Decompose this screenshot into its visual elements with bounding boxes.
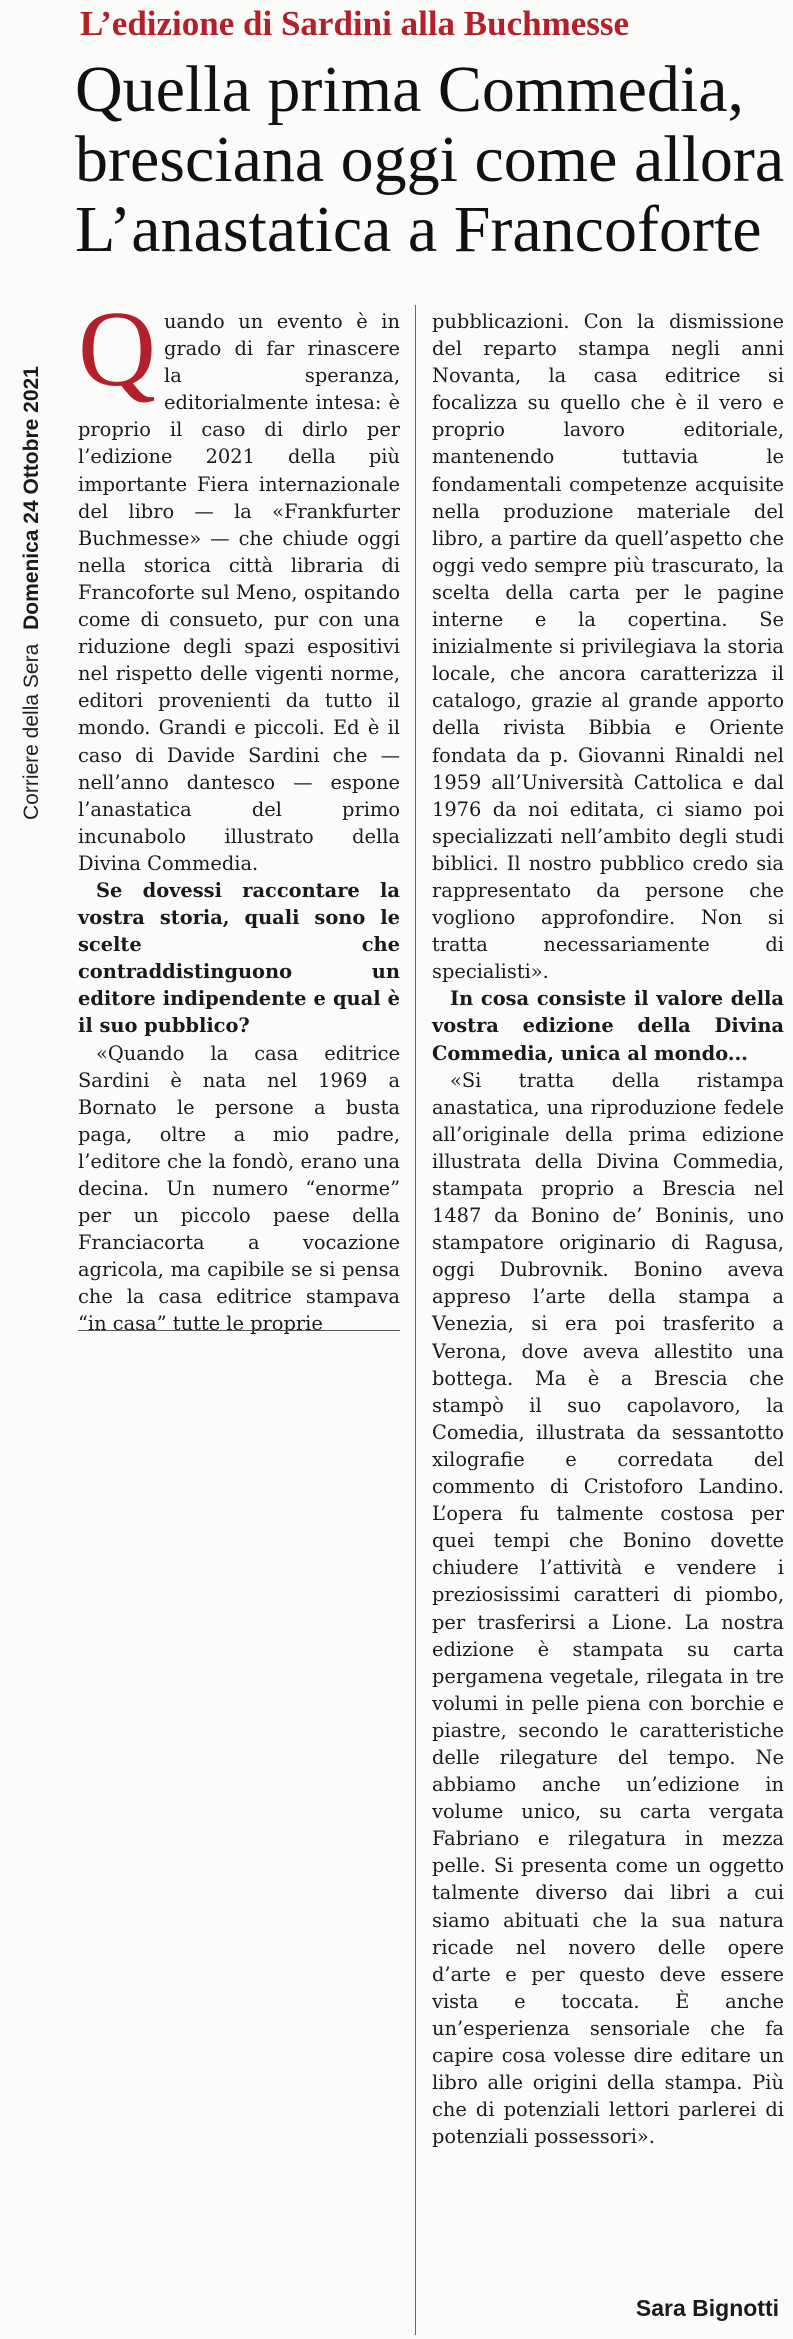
publication-date: Domenica 24 Ottobre 2021: [20, 366, 43, 630]
headline-line: bresciana oggi come allora: [75, 123, 785, 196]
kicker: L’edizione di Sardini alla Buchmesse: [80, 4, 630, 43]
article-column-2: [432, 308, 784, 2150]
paragraph: pubblicazioni. Con la dismissione del reparto stampa negli anni Novanta, la casa editrice si focalizza su quello che è il vero e proprio lavoro editoriale, mantenendo tuttavia le fondamentali competenze acquisite nella produzione materiale del libro, a partire da quell’aspetto che oggi vedo sempre più trascurato, la scelta della carta per le pagine interne e la copertina. Se inizialmente si privilegiava la storia locale, che ancora caratterizza il catalogo, grazie al grande apporto della rivista Bibbia e Oriente fondata da p. Giovanni Rinaldi nel 1959 all’Università Cattolica e dal 1976 da noi editata, ci siamo poi specializzati nell’ambito degli studi biblici. Il nostro pubblico credo sia rappresentato da persone che vogliono approfondire. Non si tratta necessariamente di specialisti».: [432, 310, 784, 984]
publication-name: Corriere della Sera: [20, 643, 43, 820]
paragraph: «Si tratta della ristampa anastatica, una riproduzione fedele all’originale della prima edizione illustrata della Divina Commedia, stampata proprio a Brescia nel 1487 da Bonino de’ Boninis, uno stampatore originario di Ragusa, oggi Dubrovnik. Bonino aveva appreso l’arte della stampa a Venezia, si era poi trasferito a Verona, dove aveva allestito una bottega. Ma è a Brescia che stampò il suo capolavoro, la Comedia, illustrata da sessantotto xilografie e corredata del commento di Cristoforo Landino. L’opera fu talmente costosa per quei tempi che Bonino dovette chiudere l’attività e vendere i preziosissimi caratteri di piombo, per trasferirsi a Lione. La nostra edizione è stampata su carta pergamena vegetale, rilegata in tre volumi in pelle piena con borchie e piastre, secondo le caratteristiche delle rilegature del tempo. Ne abbiamo anche un’edizione in volume unico, su carta vergata Fabriano e rilegatura in mezza pelle. Si presenta come un oggetto talmente diverso dai libri a cui siamo abituati che la sua natura ricade nel novero delle opere d’arte e per questo deve essere vista e toccata. È anche un’esperienza sensoriale che fa capire cosa volesse dire editare un libro alle origini della stampa. Più che di potenziali lettori parlerei di potenziali possessori».: [432, 1068, 784, 2149]
paragraph: uando un evento è in grado di far rinascere la speranza, editorialmente intesa: è proprio il caso di dirlo per l’edizione 2021 della più importante Fiera internazionale del libro — la «Frankfurter Buchmesse» — che chiude oggi nella storica città libraria di Francoforte sul Meno, ospitando come di consueto, pur con una riduzione degli spazi espositivi nel rispetto delle vigenti norme, editori provenienti da tutto il mondo. Grandi e piccoli. Ed è il caso di Davide Sardini che — nell’anno dantesco — espone l’anastatica del primo incunabolo illustrato della Divina Commedia.: [78, 310, 400, 875]
interview-question: In cosa consiste il valore della vostra edizione della Divina Commedia, unica al mondo...: [432, 987, 784, 1065]
author-signature: Sara Bignotti: [635, 2295, 779, 2321]
headline-line: Quella prima Commedia,: [75, 53, 744, 126]
column-divider: [415, 305, 416, 2335]
publication-sidebar: [18, 300, 58, 820]
dropcap: Q: [78, 290, 156, 409]
interview-question: Se dovessi raccontare la vostra storia, quali sono le scelte che contraddistinguono un editore indipendente e qual è il suo pubblico?: [78, 878, 400, 1038]
paragraph: «Quando la casa editrice Sardini è nata nel 1969 a Bornato le persone a busta paga, oltre a mio padre, l’editore che la fondò, erano una decina. Un numero “enorme” per un piccolo paese della Franciacorta a vocazione agricola, ma capibile se si pensa che la casa editrice stampava “in casa” tutte le proprie: [78, 1041, 400, 1336]
headline: [75, 55, 785, 265]
article-column-1: [78, 290, 400, 1338]
column-end-rule: [78, 1330, 400, 1331]
headline-line: L’anastatica a Francoforte: [75, 193, 762, 266]
